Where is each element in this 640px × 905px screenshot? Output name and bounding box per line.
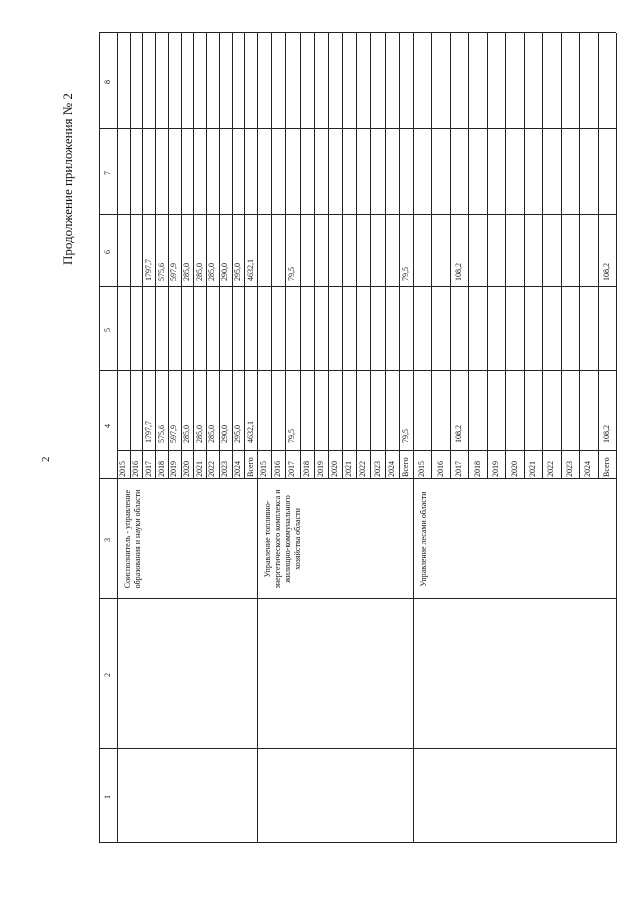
col6-value: 79,5	[287, 267, 297, 281]
col6-value: 295,0	[232, 263, 242, 281]
row-divider	[181, 33, 182, 479]
column-divider	[99, 32, 616, 33]
year-label: 2023	[372, 461, 382, 477]
row-divider	[300, 33, 301, 479]
year-label: 2022	[207, 461, 217, 477]
col6-value: 79,5	[400, 267, 410, 281]
page-number: 2	[40, 456, 52, 462]
row-divider	[561, 33, 562, 479]
column-number: 1	[103, 795, 112, 799]
column-number: 6	[103, 250, 112, 254]
column-divider	[99, 214, 616, 215]
row-divider	[487, 33, 488, 479]
column-number: 4	[103, 424, 112, 428]
header-divider	[117, 33, 118, 843]
row-divider	[328, 33, 329, 479]
col4-value: 4632,1	[245, 421, 255, 443]
row-divider	[142, 33, 143, 479]
col6-value: 575,6	[156, 263, 166, 281]
column-divider	[99, 370, 616, 371]
year-label: 2015	[118, 461, 128, 477]
year-label: 2022	[546, 461, 556, 477]
row-divider	[244, 33, 245, 479]
column-divider	[99, 478, 616, 479]
block-divider	[616, 33, 617, 843]
executor-name: Управление топливно-энергетического комплекса и жилищно-коммунального хозяйства области	[263, 489, 302, 589]
column-divider	[99, 748, 616, 749]
row-divider	[370, 33, 371, 479]
row-divider	[232, 33, 233, 479]
row-divider	[450, 33, 451, 479]
row-divider	[505, 33, 506, 479]
col4-value: 285,0	[207, 425, 217, 443]
row-divider	[399, 33, 400, 479]
row-divider	[314, 33, 315, 479]
col4-value: 79,5	[287, 429, 297, 443]
column-number: 5	[103, 328, 112, 332]
year-label: 2021	[194, 461, 204, 477]
year-label: 2023	[220, 461, 230, 477]
year-label: 2024	[386, 461, 396, 477]
year-label: 2016	[131, 461, 141, 477]
year-label: 2023	[564, 461, 574, 477]
row-divider	[468, 33, 469, 479]
col4-value: 108,2	[601, 425, 611, 443]
row-divider	[285, 33, 286, 479]
year-label: 2024	[232, 461, 242, 477]
year-label: 2020	[182, 461, 191, 477]
year-label: 2018	[156, 461, 166, 477]
row-divider	[579, 33, 580, 479]
year-label: 2019	[491, 461, 501, 477]
year-label: 2018	[472, 461, 482, 477]
col4-value: 597,9	[169, 425, 179, 443]
col4-value: 108,2	[454, 425, 464, 443]
year-label: 2019	[169, 461, 179, 477]
block-divider	[257, 33, 258, 843]
row-divider	[342, 33, 343, 479]
column-number: 3	[103, 538, 112, 542]
year-label: 2020	[330, 461, 339, 477]
row-divider	[219, 33, 220, 479]
col4-value: 285,0	[182, 425, 191, 443]
year-label: 2021	[527, 461, 537, 477]
col4-value: 1797,7	[143, 421, 153, 443]
budget-table	[99, 33, 616, 843]
year-label: 2021	[344, 461, 354, 477]
year-label: Всего	[245, 457, 255, 477]
year-label: 2024	[583, 461, 593, 477]
col4-value: 290,0	[220, 425, 230, 443]
row-divider	[168, 33, 169, 479]
column-divider	[99, 128, 616, 129]
row-divider	[524, 33, 525, 479]
year-column-divider	[117, 450, 616, 451]
row-divider	[356, 33, 357, 479]
row-divider	[155, 33, 156, 479]
column-number: 7	[103, 171, 112, 175]
year-label: 2016	[435, 461, 445, 477]
col6-value: 285,0	[207, 263, 217, 281]
col6-value: 108,2	[601, 263, 611, 281]
block-divider	[413, 33, 414, 843]
row-divider	[431, 33, 432, 479]
table-border	[99, 33, 100, 843]
year-label: 2017	[143, 461, 153, 477]
year-label: 2017	[287, 461, 297, 477]
year-label: 2015	[417, 461, 427, 477]
column-number: 2	[103, 673, 112, 677]
col6-value: 285,0	[194, 263, 204, 281]
col4-value: 79,5	[400, 429, 410, 443]
executor-name: Управление лесами области	[419, 491, 428, 587]
column-divider	[99, 842, 616, 843]
year-label: 2022	[358, 461, 368, 477]
row-divider	[542, 33, 543, 479]
year-label: 2018	[301, 461, 311, 477]
year-label: 2020	[509, 461, 519, 477]
row-divider	[385, 33, 386, 479]
row-divider	[598, 33, 599, 479]
row-divider	[130, 33, 131, 479]
column-number: 8	[103, 80, 112, 84]
col6-value: 108,2	[454, 263, 464, 281]
col6-value: 597,9	[169, 263, 179, 281]
col4-value: 295,0	[232, 425, 242, 443]
row-divider	[206, 33, 207, 479]
year-label: Всего	[400, 457, 410, 477]
column-divider	[99, 286, 616, 287]
col6-value: 1797,7	[143, 259, 153, 281]
column-divider	[99, 598, 616, 599]
page-heading: Продолжение приложения № 2	[60, 93, 75, 265]
row-divider	[193, 33, 194, 479]
col6-value: 290,0	[220, 263, 230, 281]
col6-value: 285,0	[182, 263, 191, 281]
row-divider	[271, 33, 272, 479]
year-label: 2017	[454, 461, 464, 477]
col4-value: 575,6	[156, 425, 166, 443]
year-label: 2019	[315, 461, 325, 477]
col4-value: 285,0	[194, 425, 204, 443]
year-label: Всего	[601, 457, 611, 477]
executor-name: Соисполнитель - управление образования и науки области	[123, 489, 142, 589]
year-label: 2015	[259, 461, 269, 477]
col6-value: 4632,1	[245, 259, 255, 281]
year-label: 2016	[273, 461, 283, 477]
